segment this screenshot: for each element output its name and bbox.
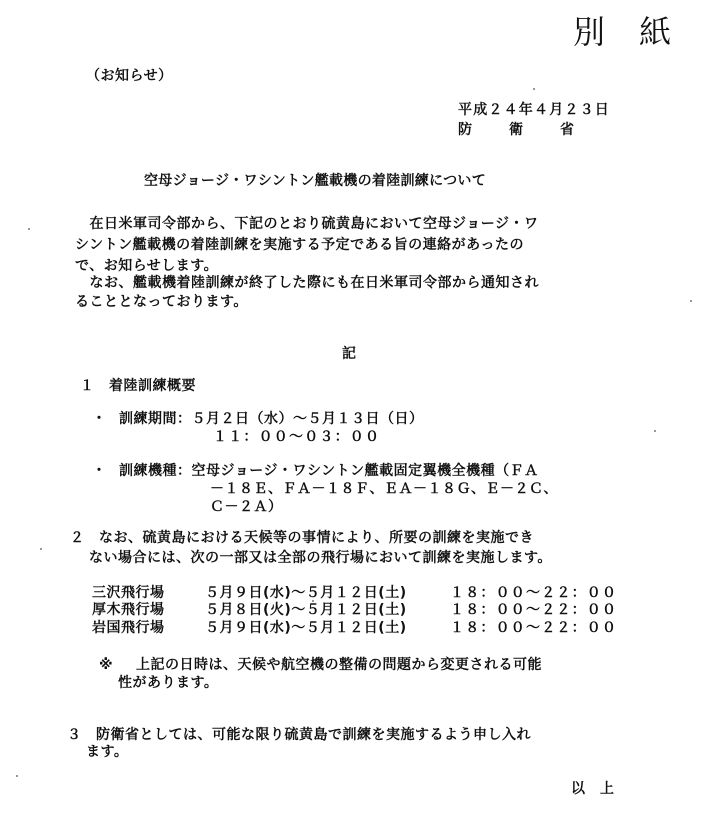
training-hours: １１：００～０３：００ (213, 429, 381, 445)
section-3-line: ます。 (86, 744, 129, 760)
airfield-time: １８：００～２２：００ (450, 585, 618, 601)
intro-line: ることとなっております。 (75, 294, 248, 310)
scan-speck (690, 300, 692, 302)
aircraft-types-cont: Ｃ－２Ａ） (210, 499, 283, 515)
section-1-heading: １ 着陸訓練概要 (80, 378, 196, 394)
scan-speck (533, 88, 535, 90)
note-mark: ※ (99, 657, 114, 673)
airfield-time: １８：００～２２：００ (450, 620, 618, 636)
airfield-name: 厚木飛行場 (92, 602, 165, 618)
training-period: 訓練期間：５月２日（水）～５月１３日（日） (119, 411, 424, 427)
ki-heading: 記 (342, 346, 357, 362)
attachment-label: 別 紙 (573, 13, 684, 51)
aircraft-types-cont: －１８Ｅ、ＦＡ－１８Ｆ、ＥＡ－１８Ｇ、Ｅ－２Ｃ、 (210, 481, 558, 497)
section-2-line: ２ なお、硫黄島における天候等の事情により、所要の訓練を実施でき (70, 530, 534, 546)
document-title: 空母ジョージ・ワシントン艦載機の着陸訓練について (144, 173, 487, 189)
intro-line: で、お知らせします。 (75, 258, 219, 274)
scan-speck (28, 228, 30, 230)
airfield-name: 岩国飛行場 (92, 620, 165, 636)
section-2-line: ない場合には、次の一部又は全部の飛行場において訓練を実施します。 (89, 550, 552, 566)
section-3-line: ３ 防衛省としては、可能な限り硫黄島で訓練を実施するよう申し入れ (67, 727, 531, 743)
issuer: 防 衛 省 (458, 122, 577, 138)
note-line: 上記の日時は、天候や航空機の整備の問題から変更される可能 (136, 657, 542, 673)
intro-line: なお、艦載機着陸訓練が終了した際にも在日米軍司令部から通知され (75, 275, 539, 291)
document-date: 平成２４年４月２３日 (458, 102, 610, 118)
bullet-marker: ・ (92, 463, 107, 479)
airfield-time: １８：００～２２：００ (450, 602, 618, 618)
bullet-marker: ・ (92, 411, 107, 427)
scan-speck (16, 775, 18, 777)
aircraft-types: 訓練機種：空母ジョージ・ワシントン艦載固定翼機全機種（ＦＡ (119, 463, 539, 479)
airfield-dates: ５月８日(火)～５月１２日(土) (205, 602, 407, 618)
airfield-name: 三沢飛行場 (92, 585, 165, 601)
intro-line: 在日米軍司令部から、下記のとおり硫黄島において空母ジョージ・ワ (75, 216, 539, 232)
airfield-dates: ５月９日(水)～５月１２日(土) (205, 585, 407, 601)
note-line: 性があります。 (118, 675, 219, 691)
notice-label: （お知らせ） (86, 68, 173, 84)
scan-speck (40, 548, 42, 550)
airfield-dates: ５月９日(水)～５月１２日(土) (205, 620, 407, 636)
closing-mark: 以 上 (571, 781, 615, 797)
scan-speck (654, 430, 656, 432)
intro-line: シントン艦載機の着陸訓練を実施する予定である旨の連絡があったの (75, 237, 525, 253)
